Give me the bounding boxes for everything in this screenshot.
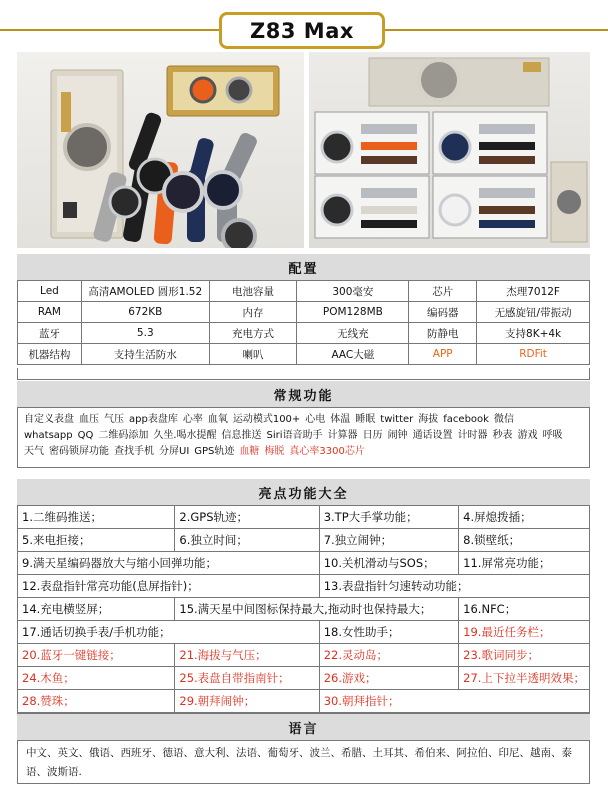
highlight-item: 4.屏熄拨插； bbox=[459, 506, 590, 529]
spec-value: 无感旋钮/带振动 bbox=[477, 302, 590, 323]
spec-label: 充电方式 bbox=[209, 323, 297, 344]
spec-label: 防静电 bbox=[409, 323, 477, 344]
spec-value: 杰理7012F bbox=[477, 281, 590, 302]
function-item: 二维码添加 bbox=[98, 430, 149, 441]
spec-value: 300毫安 bbox=[297, 281, 409, 302]
function-item: 闹钟 bbox=[387, 430, 408, 441]
spec-label: 电池容量 bbox=[209, 281, 297, 302]
table-row bbox=[18, 667, 590, 690]
spec-value: 支持生活防水 bbox=[81, 344, 209, 365]
function-item: 心电 bbox=[305, 414, 326, 425]
specs-heading: 配置 bbox=[17, 254, 590, 280]
highlight-item: 24.木鱼； bbox=[18, 667, 175, 690]
function-item-highlight: 血糖 bbox=[239, 446, 260, 457]
product-photo-lineup bbox=[17, 52, 304, 248]
spec-value: 672KB bbox=[81, 302, 209, 323]
function-item: app表盘库 bbox=[129, 414, 178, 425]
table-row bbox=[18, 344, 590, 365]
spec-label: 编码器 bbox=[409, 302, 477, 323]
highlight-item: 1.二维码推送； bbox=[18, 506, 175, 529]
functions-list bbox=[17, 407, 590, 468]
table-row bbox=[18, 302, 590, 323]
spec-label-app: APP bbox=[409, 344, 477, 365]
function-item: 血压 bbox=[79, 414, 99, 425]
highlight-item: 18.女性助手； bbox=[319, 621, 458, 644]
highlights-table bbox=[17, 505, 590, 713]
spec-value: 高清AMOLED 圆形1.52 bbox=[81, 281, 209, 302]
function-item: 体温 bbox=[330, 414, 351, 425]
highlight-item: 10.关机滑动与SOS； bbox=[319, 552, 458, 575]
table-row bbox=[18, 552, 590, 575]
function-item: 游戏 bbox=[517, 430, 538, 441]
highlight-item: 7.独立闹钟； bbox=[319, 529, 458, 552]
function-item: twitter bbox=[380, 414, 414, 425]
spec-label: 内存 bbox=[209, 302, 297, 323]
highlight-item: 26.游戏； bbox=[319, 667, 458, 690]
function-item: 天气 bbox=[24, 446, 44, 457]
watch-face-navy bbox=[205, 172, 241, 208]
gift-box-illustration bbox=[309, 52, 590, 248]
table-row bbox=[18, 506, 590, 529]
highlight-item: 3.TP大手掌功能； bbox=[319, 506, 458, 529]
function-item: 血氧 bbox=[207, 414, 228, 425]
function-item: 信息推送 bbox=[221, 430, 262, 441]
spec-label: 蓝牙 bbox=[18, 323, 82, 344]
specs-spacer bbox=[17, 368, 590, 380]
function-item: 睡眠 bbox=[355, 414, 376, 425]
spec-label: 机器结构 bbox=[18, 344, 82, 365]
languages-list: 中文、英文、俄语、西班牙、德语、意大利、法语、葡萄牙、波兰、希腊、土耳其、希伯来、阿拉伯、印尼、越南、泰语、波斯语. bbox=[17, 740, 590, 784]
table-row bbox=[18, 529, 590, 552]
specs-table bbox=[17, 280, 590, 365]
spec-value: 无线充 bbox=[297, 323, 409, 344]
spec-label: 喇叭 bbox=[209, 344, 297, 365]
box-tray bbox=[167, 66, 279, 116]
function-item: GPS轨迹 bbox=[194, 446, 235, 457]
highlight-item: 22.灵动岛； bbox=[319, 644, 458, 667]
highlight-item: 20.蓝牙一键链接； bbox=[18, 644, 175, 667]
highlight-item: 25.表盘自带指南针； bbox=[175, 667, 319, 690]
function-item: 日历 bbox=[362, 430, 383, 441]
highlight-item: 30.朝拜指针； bbox=[319, 690, 589, 713]
highlight-item: 29.朝拜闹钟； bbox=[175, 690, 319, 713]
function-item: 计算器 bbox=[327, 430, 358, 441]
function-item: 自定义表盘 bbox=[24, 414, 74, 425]
spec-value: 5.3 bbox=[81, 323, 209, 344]
function-item: 海拔 bbox=[418, 414, 439, 425]
highlight-item: 15.满天星中间图标保持最大,拖动时也保持最大； bbox=[175, 598, 459, 621]
highlight-item: 17.通话切换手表/手机功能； bbox=[18, 621, 320, 644]
function-item: QQ bbox=[77, 430, 94, 441]
function-item: whatsapp bbox=[24, 430, 73, 441]
watch-face-steel bbox=[223, 220, 255, 248]
function-item: 秒表 bbox=[492, 430, 513, 441]
functions-heading: 常规功能 bbox=[17, 381, 590, 407]
spec-value: 支持8K+4k bbox=[477, 323, 590, 344]
highlight-item: 11.屏常亮功能； bbox=[459, 552, 590, 575]
table-row bbox=[18, 621, 590, 644]
highlight-item: 21.海拔与气压； bbox=[175, 644, 319, 667]
page-title: Z83 Max bbox=[219, 12, 385, 49]
product-photo-boxes bbox=[309, 52, 590, 248]
highlight-item: 27.上下拉半透明效果； bbox=[459, 667, 590, 690]
function-item: 心率 bbox=[182, 414, 203, 425]
highlight-item: 5.来电拒接； bbox=[18, 529, 175, 552]
spec-value: POM128MB bbox=[297, 302, 409, 323]
function-item: 微信 bbox=[493, 414, 514, 425]
function-item: 计时器 bbox=[457, 430, 488, 441]
function-item: 呼吸 bbox=[542, 430, 563, 441]
function-item: 运动模式100+ bbox=[232, 414, 301, 425]
spec-value: AAC大磁 bbox=[297, 344, 409, 365]
function-item: 久坐.喝水提醒 bbox=[153, 430, 217, 441]
spec-label: RAM bbox=[18, 302, 82, 323]
title-banner bbox=[0, 8, 608, 52]
languages-heading: 语言 bbox=[17, 714, 590, 740]
highlight-item: 28.赞珠； bbox=[18, 690, 175, 713]
table-row bbox=[18, 598, 590, 621]
watch-face-orange bbox=[164, 173, 202, 211]
function-item: 通话设置 bbox=[412, 430, 453, 441]
function-item: 气压 bbox=[104, 414, 124, 425]
highlight-item: 16.NFC； bbox=[459, 598, 590, 621]
table-row bbox=[18, 575, 590, 598]
table-row bbox=[18, 323, 590, 344]
function-item: facebook bbox=[443, 414, 489, 425]
function-item: 查找手机 bbox=[114, 446, 154, 457]
highlight-item: 9.满天星编码器放大与缩小回弹功能； bbox=[18, 552, 320, 575]
highlights-heading: 亮点功能大全 bbox=[17, 479, 590, 505]
spec-label: Led bbox=[18, 281, 82, 302]
box-grid bbox=[315, 112, 547, 238]
function-item: Siri语音助手 bbox=[266, 430, 323, 441]
highlight-item: 19.最近任务栏； bbox=[459, 621, 590, 644]
watch-lineup-illustration bbox=[17, 52, 304, 248]
spec-label: 芯片 bbox=[409, 281, 477, 302]
function-item: 分屏UI bbox=[159, 446, 190, 457]
highlight-item: 23.歌词同步； bbox=[459, 644, 590, 667]
watch-face-gray bbox=[110, 187, 140, 217]
highlight-item: 14.充电横竖屏； bbox=[18, 598, 175, 621]
highlight-item: 12.表盘指针常亮功能(息屏指针)； bbox=[18, 575, 320, 598]
highlight-item: 2.GPS轨迹； bbox=[175, 506, 319, 529]
highlights-spacer bbox=[17, 700, 590, 714]
spec-value-app: RDFit bbox=[477, 344, 590, 365]
highlight-item: 6.独立时间； bbox=[175, 529, 319, 552]
highlight-item: 13.表盘指针匀速转动功能； bbox=[319, 575, 589, 598]
table-row bbox=[18, 644, 590, 667]
function-item: 密码锁屏功能 bbox=[49, 446, 109, 457]
table-row bbox=[18, 281, 590, 302]
highlight-item: 8.锁壁纸； bbox=[459, 529, 590, 552]
function-item-highlight: 真心率3300芯片 bbox=[289, 446, 365, 457]
function-item-highlight: 梅脱 bbox=[264, 446, 285, 457]
